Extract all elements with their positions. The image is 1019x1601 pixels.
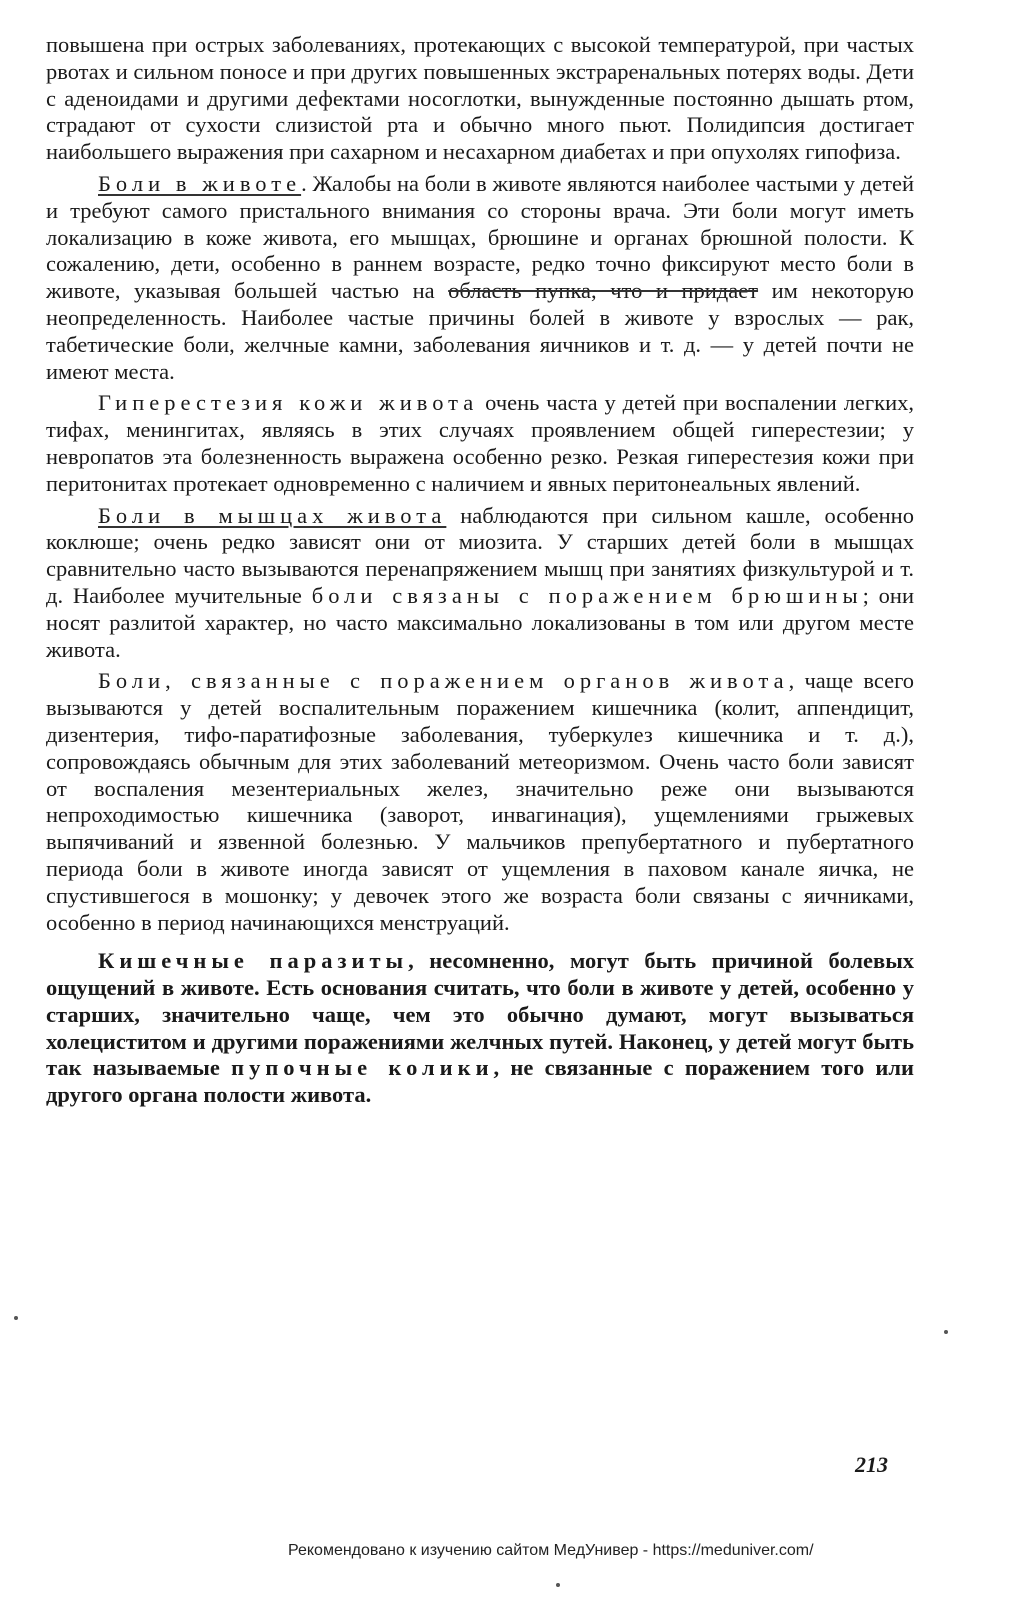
scan-speck xyxy=(944,1330,948,1334)
paragraph-text: , несомненно, могут быть причиной болевых ощущений в животе. Есть основания считать, что боли в животе у детей, особенно у старших, значительно чаще, чем это обычно думают, могут вызываться холециститом и другими поражениями желчных путей. Наконец, у детей могут быть так называемые xyxy=(46,948,915,1081)
paragraph-text: очень часта у детей при воспалении легких, тифах, менингитах, являясь в этих случаях проявлением общей гиперестезии; у невропатов эта болезненность выражена особенно резко. Резкая гиперестезия кожи при перитонитах протекает одновременно с наличием и явных перитонеальных явлений. xyxy=(46,390,914,496)
paragraph-hyperesthesia xyxy=(46,390,914,497)
paragraph-text: им некоторую неопределенность. Наиболее частые причины болей в животе у взрослых — рак, табетические боли, желчные камни, заболевания яичников и т. д. — у детей почти не имеют места. xyxy=(46,278,914,384)
paragraph-text: . Жалобы на боли в животе являются наиболее частыми у детей и требуют самого пристального внимания со стороны врача. Эти боли могут иметь локализацию в коже живота, его мышцах, брюшине и органах брюшной полости. К сожалению, дети, особенно в раннем возрасте, редко точно фиксируют место боли в животе, указывая большей частью на xyxy=(46,170,914,304)
paragraph-text: ; они носят разлитой характер, но часто максимально локализованы в том или другом месте живота. xyxy=(46,582,914,662)
paragraph-organ-pain xyxy=(46,668,914,936)
scan-speck xyxy=(556,1583,560,1587)
emphasis-peritoneum: боли связаны с поражением брюшины xyxy=(311,582,863,608)
page-number: 213 xyxy=(855,1452,888,1477)
paragraph-text: , не связанные с поражением того или другого органа полости живота. xyxy=(46,1055,914,1108)
section-heading-organ-pain: Боли, связанные с поражением органов живота xyxy=(98,668,789,694)
paragraph-1 xyxy=(46,32,914,166)
paragraph-muscle-pain xyxy=(46,503,914,664)
paragraph-text: наблюдаются при сильном кашле, особенно коклюше; очень редко зависят они от миозита. У старших детей боли в мышцах сравнительно часто вызываются перенапряжением мышц при занятиях физкультурой и т. д. Наиболее мучительные xyxy=(46,502,914,608)
paragraph-parasites xyxy=(46,948,914,1109)
scan-speck xyxy=(14,1316,18,1320)
paragraph-text: , чаще всего вызываются у детей воспалительным поражением кишечника (колит, аппендицит, дизентерия, тифо-паратифозные заболевания, туберкулез кишечника и т. д.), сопровождаясь обычным для этих заболеваний метеоризмом. Очень часто боли зависят от воспаления мезентериальных желез, значительно реже они вызываются непроходимостью кишечника (заворот, инвагинация), ущемлениями грыжевых выпячиваний и язвенной болезнью. У мальчиков препубертатного и пубертатного периода боли в животе иногда зависят от ущемления в паховом канале яичка, не спустившегося в мошонку; у девочек этого же возраста боли связаны с яичниками, особенно в период начинающихся менструаций. xyxy=(46,668,914,935)
page-body xyxy=(46,32,914,1114)
emphasis-umbilical-colic: пупочные колики xyxy=(231,1055,494,1081)
section-heading-muscle-pain: Боли в мышцах живота xyxy=(98,502,447,528)
section-heading-hyperesthesia: Гиперестезия кожи живота xyxy=(98,390,479,416)
section-heading-abdominal-pain: Боли в животе xyxy=(98,170,302,196)
section-heading-parasites: Кишечные паразиты xyxy=(98,948,409,974)
footer-watermark: Рекомендовано к изучению сайтом МедУнивер - https://meduniver.com/ xyxy=(288,1542,814,1559)
struck-text: область пупка, что и придает xyxy=(448,278,759,304)
paragraph-text: повышена при острых заболеваниях, протекающих с высокой температурой, при частых рвотах и сильном поносе и при других повышенных экстраренальных потерях воды. Дети с аденоидами и другими дефектами носоглотки, вынужденные постоянно дышать ртом, страдают от сухости слизистой рта и обычно много пьют. Полидипсия достигает наибольшего выражения при сахарном и несахарном диабетах и при опухолях гипофиза. xyxy=(46,32,914,165)
paragraph-abdominal-pain xyxy=(46,171,914,385)
